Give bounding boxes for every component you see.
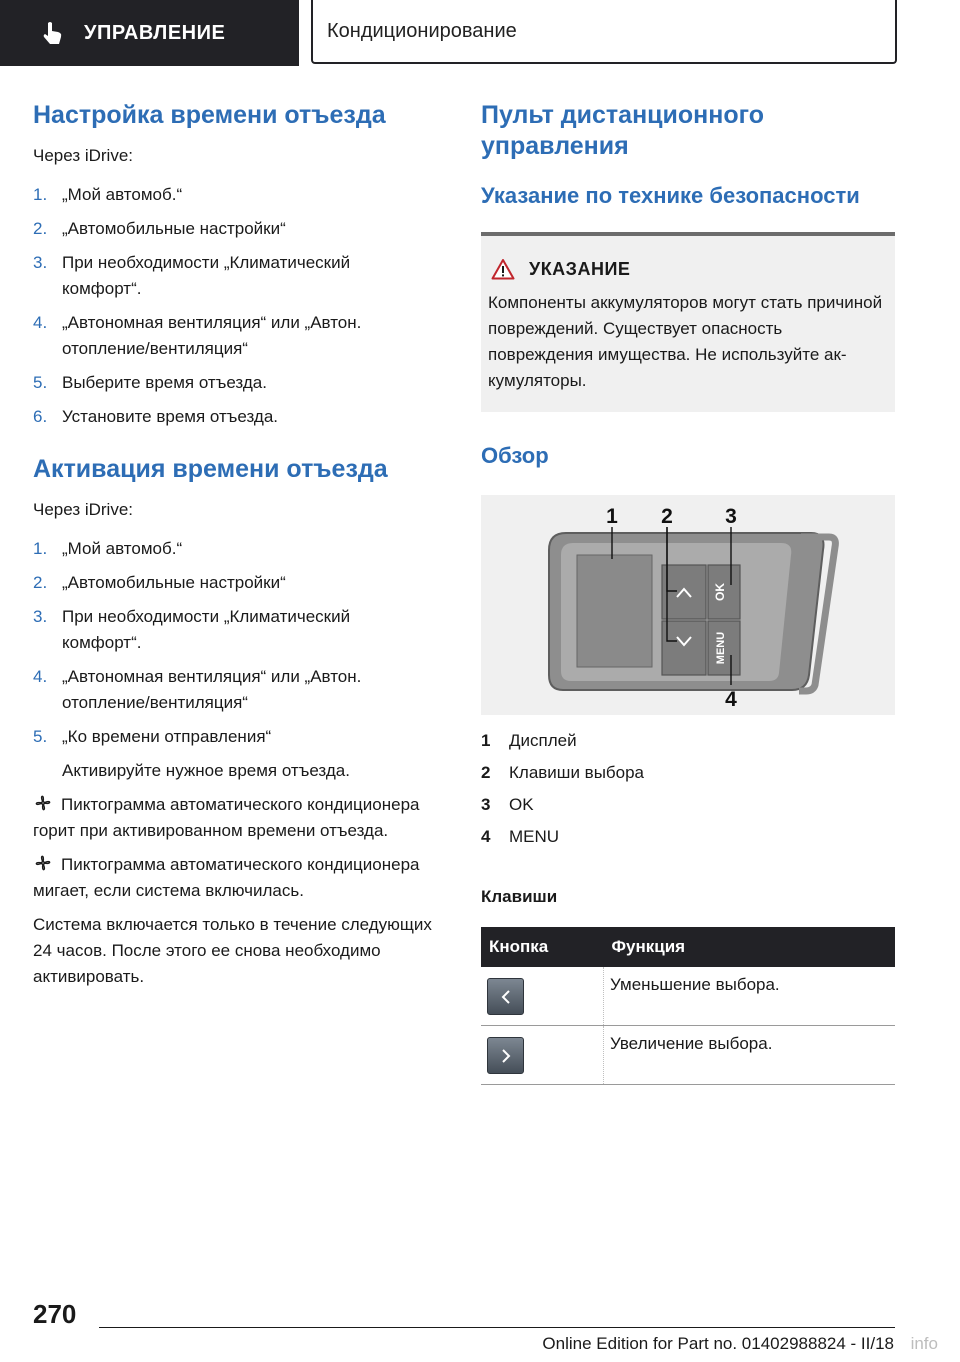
icon-blink-note: Пиктограмма автоматического кондиционера мигает, если система включилась. [33, 855, 420, 900]
setup-heading: Настройка времени отъезда [33, 101, 386, 129]
footer-rule [99, 1327, 895, 1328]
right-column [481, 100, 895, 1085]
remote-heading: Пульт дистанционного управления [481, 101, 765, 160]
list-item: 3. При необходимости „Климатический комфорт“. [33, 607, 351, 652]
list-item: 5. Выберите время отъезда. [33, 373, 267, 392]
list-item: 4. „Автономная вентиляция“ или „Автон. отопление/вентиляция“ [33, 313, 362, 358]
list-item: 2 Клавиши выбора [481, 763, 645, 782]
key-cell [481, 967, 604, 1026]
fan-icon [33, 793, 53, 813]
edition-text: Online Edition for Part no. 01402988824 - II/18 [542, 1334, 894, 1353]
callout-1: 1 [606, 505, 618, 528]
activate-heading: Активация времени отъезда [33, 455, 388, 483]
activate-intro: Через iDrive: [33, 500, 134, 519]
activation-note: Система включается только в течение следующих 24 часов. После этого ее снова необходимо активировать. [33, 915, 432, 986]
overview-heading: Обзор [481, 443, 549, 468]
table-row [481, 1026, 895, 1085]
hand-pointer-icon [40, 20, 66, 46]
step5-subtext: Активируйте нужное время отъезда. [62, 761, 350, 780]
chevron-left-icon [487, 978, 524, 1015]
key-menu-label: MENU [715, 631, 727, 665]
figure-legend [481, 725, 895, 853]
list-item: 3 OK [481, 795, 534, 814]
fan-icon [33, 853, 53, 873]
left-column [33, 100, 433, 990]
table-row [481, 967, 895, 1026]
safety-heading: Указание по технике безопасности [481, 183, 860, 208]
callout-4: 4 [725, 688, 737, 711]
chapter-title: Кондиционирование [327, 19, 517, 42]
warning-triangle-icon [491, 258, 515, 280]
key-ok-label: OK [713, 583, 727, 601]
setup-intro: Через iDrive: [33, 146, 134, 165]
function-cell: Увеличение выбора. [604, 1026, 896, 1085]
section-tab [0, 0, 299, 66]
list-item: 1 Дисплей [481, 731, 577, 750]
column-header: Функция [604, 927, 896, 967]
list-item: 1. „Мой автомоб.“ [33, 185, 183, 204]
keys-heading: Клавиши [481, 887, 558, 906]
chevron-right-icon [487, 1037, 524, 1074]
callout-2: 2 [661, 505, 673, 528]
list-item: 4 MENU [481, 827, 560, 846]
list-item: 2. „Автомобильные настройки“ [33, 573, 286, 592]
list-item: 4. „Автономная вентиляция“ или „Автон. отопление/вентиляция“ [33, 667, 362, 712]
list-item: 6. Установите время отъезда. [33, 407, 279, 426]
warning-title [491, 258, 887, 280]
chapter-tab [311, 0, 897, 64]
list-item: 5. „Ко времени отправления“ [33, 727, 272, 746]
function-cell: Уменьшение выбора. [604, 967, 896, 1026]
watermark: info [910, 1334, 938, 1353]
column-header: Кнопка [481, 927, 604, 967]
remote-key-figure [481, 495, 895, 715]
key-cell [481, 1026, 604, 1085]
page-number: 270 [33, 1299, 77, 1329]
keys-table [481, 927, 895, 1085]
warning-box [481, 232, 895, 412]
list-item: 2. „Автомобильные настройки“ [33, 219, 286, 238]
icon-lit-note: Пиктограмма автоматического кондиционера горит при активированном времени отъезда. [33, 795, 420, 840]
list-item: 3. При необходимости „Климатический комфорт“. [33, 253, 351, 298]
activate-steps [33, 536, 433, 750]
warning-label: УКАЗАНИЕ [529, 258, 631, 279]
section-title: УПРАВЛЕНИЕ [84, 21, 226, 44]
callout-3: 3 [725, 505, 737, 528]
setup-steps [33, 182, 433, 430]
remote-key-illustration [481, 495, 895, 715]
list-item: 1. „Мой автомоб.“ [33, 539, 183, 558]
warning-text: Компоненты аккумуляторов могут стать причиной повреждений. Существует опасность повреждения имущества. Не используйте аккумуляторы. [488, 293, 883, 390]
